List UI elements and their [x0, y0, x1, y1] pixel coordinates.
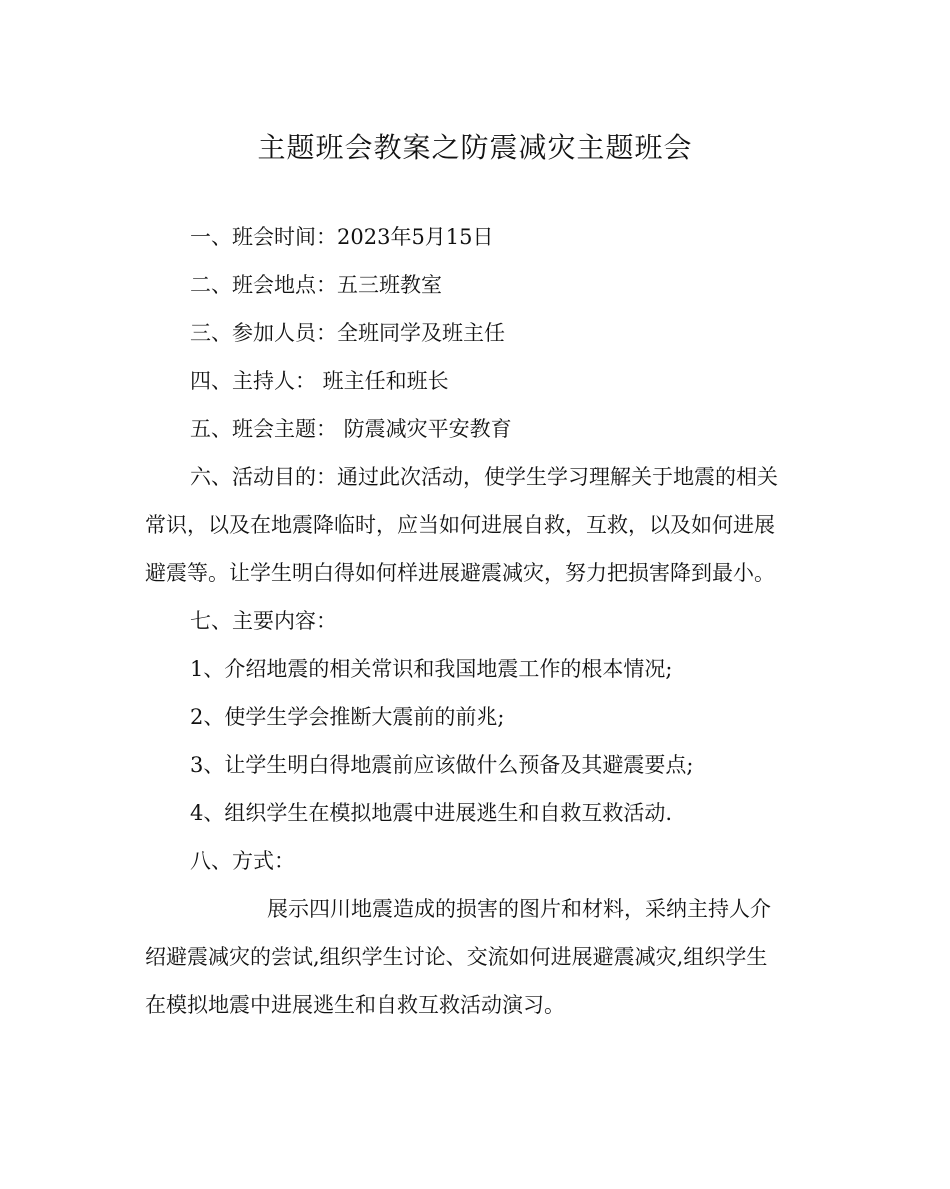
purpose-line-3: 避震等。让学生明白得如何样进展避震减灾，努力把损害降到最小。: [145, 561, 775, 585]
method-line-2: 绍避震减灾的尝试,组织学生讨论、交流如何进展避震减灾,组织学生: [145, 945, 768, 969]
purpose-line-2: 常识，以及在地震降临时，应当如何进展自救，互救，以及如何进展: [145, 513, 775, 537]
purpose-line-1: 六、活动目的：通过此次活动，使学生学习理解关于地震的相关: [190, 465, 778, 489]
content-list-item: 3、让学生明白得地震前应该做什么预备及其避震要点;: [190, 753, 694, 777]
content-list-item: 2、使学生学会推断大震前的前兆;: [190, 705, 505, 729]
content-list-item: 1、介绍地震的相关常识和我国地震工作的根本情况;: [190, 657, 673, 681]
content-heading: 七、主要内容：: [190, 609, 337, 633]
method-heading: 八、方式：: [190, 849, 295, 873]
document-title: 主题班会教案之防震减灾主题班会: [257, 131, 693, 164]
item-theme: 五、班会主题： 防震减灾平安教育: [190, 417, 512, 441]
item-time: 一、班会时间：2023年5月15日: [190, 225, 494, 249]
item-place: 二、班会地点：五三班教室: [190, 273, 442, 297]
item-host: 四、主持人： 班主任和班长: [190, 369, 449, 393]
method-line-1: 展示四川地震造成的损害的图片和材料，采纳主持人介: [267, 897, 771, 921]
content-list-item: 4、组织学生在模拟地震中进展逃生和自救互救活动.: [190, 801, 673, 825]
method-line-3: 在模拟地震中进展逃生和自救互救活动演习。: [145, 993, 565, 1017]
item-participants: 三、参加人员：全班同学及班主任: [190, 321, 505, 345]
